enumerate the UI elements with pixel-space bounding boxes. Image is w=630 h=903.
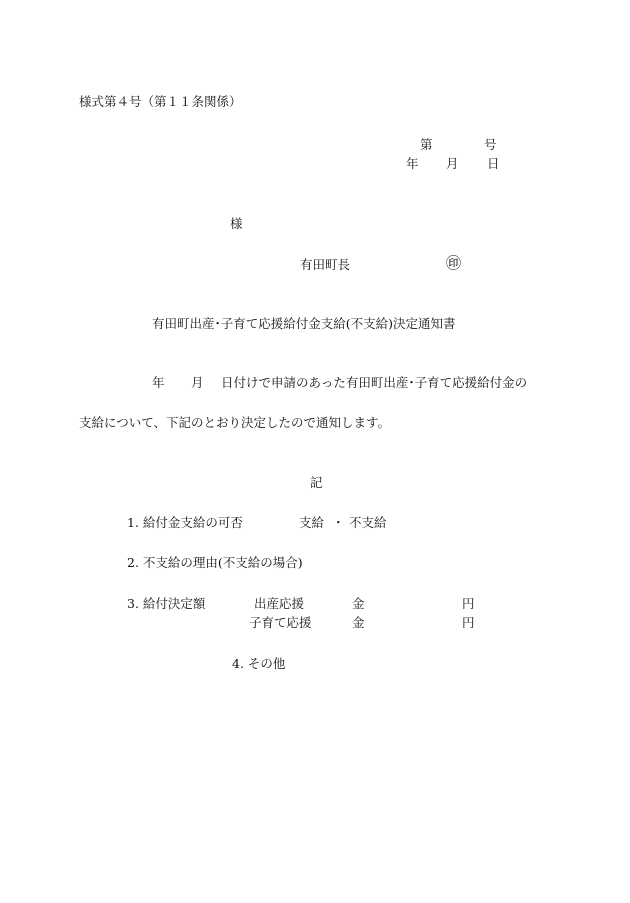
item1-label: 1. 給付金支給の可否 xyxy=(127,515,243,530)
body-text-line2: 支給について、下記のとおり決定したので通知します。 xyxy=(79,415,391,430)
doc-number-prefix: 第 xyxy=(420,137,433,152)
item3-row2-unit: 円 xyxy=(462,615,475,630)
item1-option-pay: 支給 xyxy=(299,515,325,530)
doc-number-suffix: 号 xyxy=(484,137,497,152)
item3-row1-currency: 金 xyxy=(352,596,365,611)
item4-label: 4. その他 xyxy=(232,656,286,671)
body-month-label: 月 xyxy=(191,375,204,390)
addressee-honorific: 様 xyxy=(230,216,243,231)
item3-row1-label: 出産応援 xyxy=(254,596,305,611)
body-text-line1: 日付けで申請のあった有田町出産･子育て応援給付金の xyxy=(221,375,528,390)
item3-row2-label: 子育て応援 xyxy=(249,615,312,630)
date-day-label: 日 xyxy=(487,156,500,171)
item1-option-nopay: 不支給 xyxy=(349,515,387,530)
record-heading: 記 xyxy=(310,475,323,490)
item3-row1-unit: 円 xyxy=(462,596,475,611)
item3-row2-currency: 金 xyxy=(352,615,365,630)
document-title: 有田町出産･子育て応援給付金支給(不支給)決定通知書 xyxy=(152,316,456,331)
seal-mark: ㊞ xyxy=(446,254,462,272)
item2-label: 2. 不支給の理由(不支給の場合) xyxy=(127,555,303,570)
date-month-label: 月 xyxy=(446,156,459,171)
item3-label: 3. 給付決定額 xyxy=(127,596,206,611)
item1-separator: ・ xyxy=(332,515,345,530)
sender-name: 有田町長 xyxy=(300,257,351,272)
form-title: 様式第４号（第１１条関係） xyxy=(79,94,242,109)
body-year-label: 年 xyxy=(152,375,165,390)
date-year-label: 年 xyxy=(406,156,419,171)
